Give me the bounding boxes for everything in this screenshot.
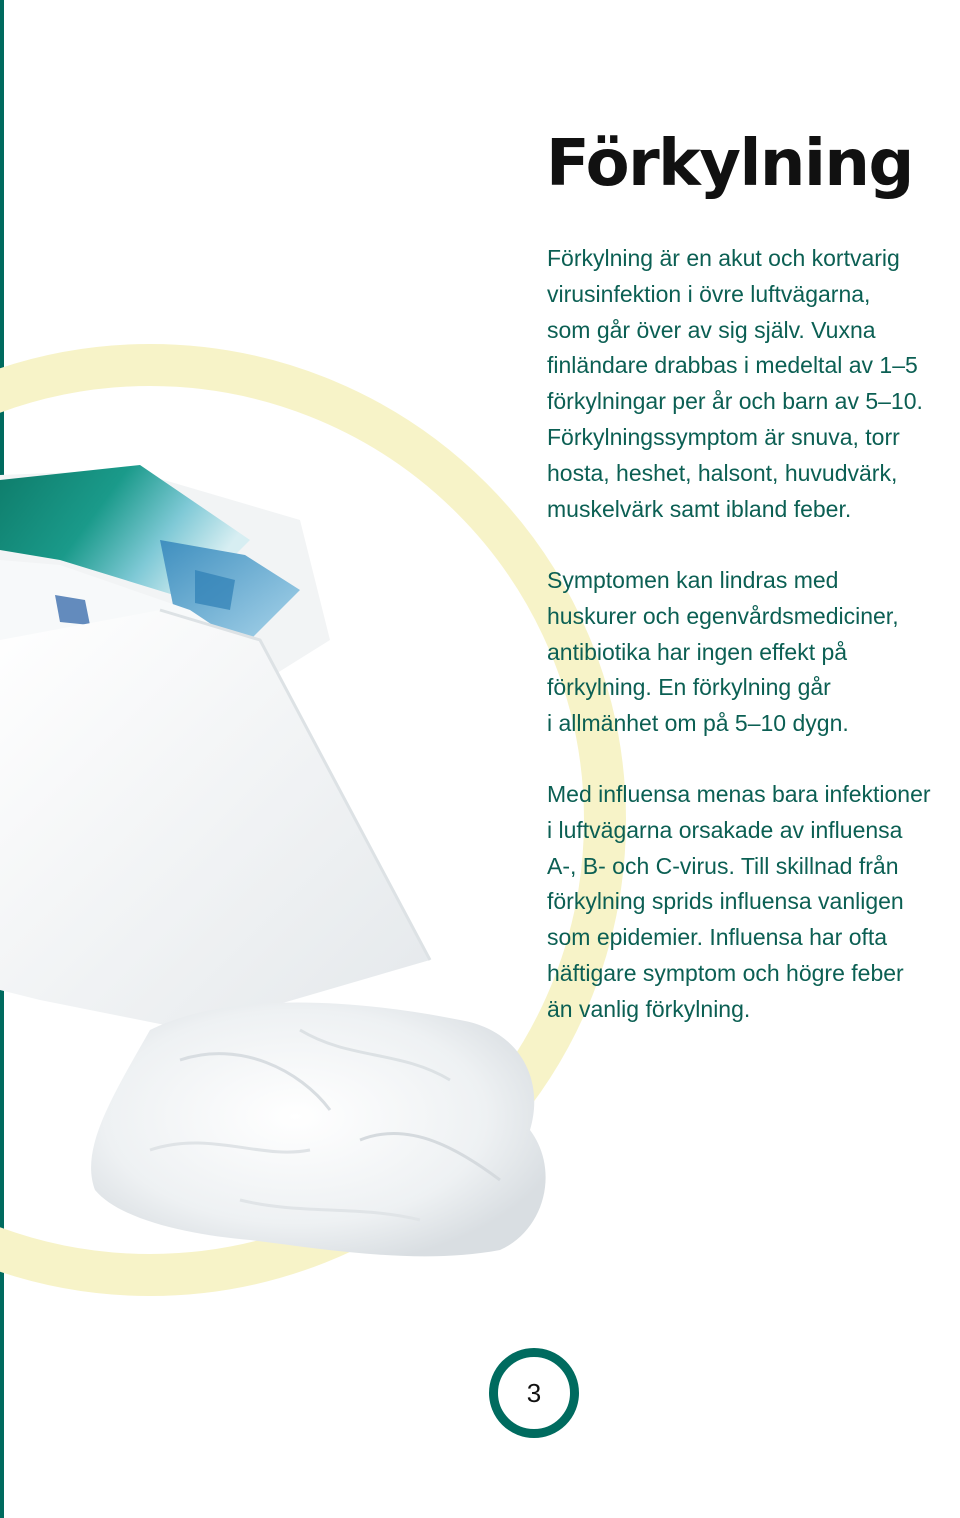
- treatment-paragraph: Symptomen kan lindras med huskurer och egenvårdsmediciner, antibiotika har ingen effekt på förkylning. En förkylning går i allmänhet om på 5–10 dygn.: [547, 567, 899, 737]
- influenza-paragraph: Med influensa menas bara infektioner i luftvägarna orsakade av influensa A-, B- och C-virus. Till skillnad från förkylning sprids influensa vanligen som epidemier. Influensa har ofta häftigare symptom och högre feber än vanlig förkylning.: [547, 781, 931, 1022]
- intro-paragraph: Förkylning är en akut och kortvarig virusinfektion i övre luftvägarna, som går över av sig själv. Vuxna finländare drabbas i medeltal av 1–5 förkylningar per år och barn av 5–10. Förkylningssymptom är snuva, torr hosta, heshet, halsont, huvudvärk, muskelvärk samt ibland feber.: [547, 245, 923, 522]
- tissue-sheet: [0, 610, 430, 1030]
- page-number: 3: [526, 1378, 542, 1408]
- crumpled-tissue: [91, 1003, 546, 1257]
- page-number-badge: [489, 1348, 579, 1438]
- page-title: Förkylning: [546, 127, 913, 201]
